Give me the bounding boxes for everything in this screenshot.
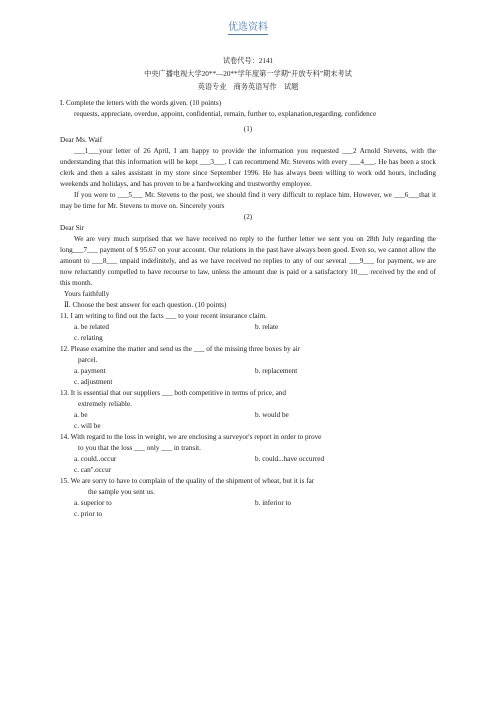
letter2-closing: Yours faithfully (64, 290, 110, 298)
letter1-body-2: If you were to ___5___ Mr. Stevens to the post, we should find it very difficult to replace him. However, we ___6___that it may be time for Mr. Stevens to move on. Sincerely yours (60, 191, 436, 210)
option-c: c. prior to (74, 510, 103, 518)
exam-code: 试卷代号：2141 (222, 57, 274, 65)
document-body (60, 98, 436, 520)
question-text-cont: the sample you sent us. (88, 488, 155, 496)
option-c: c. will be (74, 422, 101, 430)
question-text-cont: extremely reliable. (78, 400, 132, 408)
option-b: b. could...have occurred (255, 455, 325, 463)
banner-text: 优选资料 (228, 22, 268, 33)
banner (0, 18, 496, 33)
question-text: 12. Please examine the matter and send us the ___ of the missing three boxes by air (60, 345, 301, 353)
question-15 (60, 476, 436, 520)
option-a: a. superior to (74, 499, 112, 507)
question-14 (60, 432, 436, 476)
option-a: a. be (74, 411, 88, 419)
course-title: 英语专业 商务英语写作 试题 (197, 83, 299, 91)
letter1-number: (1) (243, 125, 253, 133)
option-c: c. adjustment (74, 378, 113, 386)
word-bank: requests, appreciate, overdue, appoint, confidential, remain, further to, explanation,regarding, confidence (74, 110, 377, 118)
question-text: 13. It is essential that our suppliers ___ both competitive in terms of price, and (60, 389, 286, 397)
letter2-salutation: Dear Sir (60, 224, 85, 232)
option-b: b. inferior to (255, 499, 292, 507)
option-a: a. could..occur (74, 455, 117, 463)
part2-title: Ⅱ. Choose the best answer for each question. (10 points) (64, 301, 227, 309)
option-c: c. relating (74, 334, 103, 342)
question-13 (60, 388, 436, 432)
letter2-body: We are very much surprised that we have received no reply to the further letter we sent you on 28th July regarding the long___7___ payment of $ 95.67 on your account. Our relations in the past have always been good. Even so, we cannot allow the amount to ___8___ unpaid indefinitely, and as we have received no replies to any of our several ___9___ for payment, we are now reluctantly compelled to have recourse to law, unless the amount due is paid or a satisfactory 10___ received by the end of this month. (60, 235, 436, 287)
letter1-salutation: Dear Ms. Waif (60, 136, 103, 144)
question-text: 15. We are sorry to have to complain of the quality of the shipment of wheat, but it is far (60, 477, 315, 485)
question-text-cont: parcel. (78, 356, 98, 364)
question-11 (60, 311, 436, 344)
exam-title: 中央广播电视大学20**—20**学年度第一学期“开放专科”期末考试 (144, 70, 352, 78)
option-b: b. relate (255, 323, 279, 331)
option-a: a. be related (74, 323, 109, 331)
letter2-number: (2) (243, 213, 253, 221)
option-b: b. would be (255, 411, 289, 419)
option-b: b. replacement (255, 367, 298, 375)
question-text: 11. I am writing to find out the facts ___ to your recent insurance claim. (60, 312, 267, 320)
question-text: 14. With regard to the loss in weight, we are enclosing a surveyor's report in order to prove (60, 433, 322, 441)
question-text-cont: to you that the loss ___ only ___ in transit. (78, 444, 201, 452)
question-12 (60, 344, 436, 388)
option-a: a. payment (74, 367, 106, 375)
letter1-body: ___1___your letter of 26 April, I am happy to provide the information you requested ___2 Arnold Stevens, with the understanding that this information will be kept ___3___. I can recommend Mr. Stevens with every ___4___. He has been a stock clerk and then a sales assistant in my store since September 1996. He has always been willing to work odd hours, including weekends and holidays, and has proven to be a hardworking and trustworthy employee. (60, 147, 436, 188)
part1-title: I. Complete the letters with the words given. (10 points) (60, 99, 222, 107)
option-c: c. can''.occur (74, 466, 112, 474)
